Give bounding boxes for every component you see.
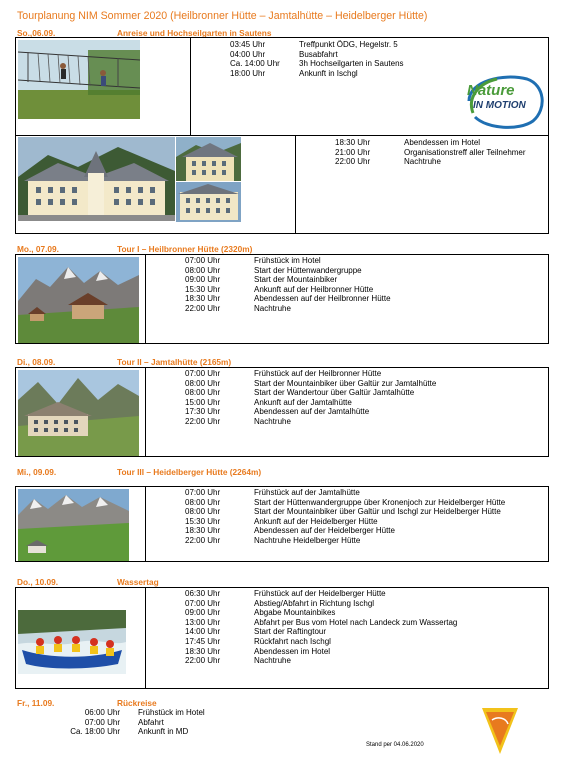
schedule-row: 15:30 Uhr Ankunft auf der Heilbronner Hütte — [185, 284, 374, 294]
schedule-row: 22:00 Uhr Nachtruhe — [185, 303, 291, 313]
day-box — [15, 254, 549, 344]
schedule-row: 03:45 Uhr Treffpunkt ÖDG, Hegelstr. 5 — [230, 40, 398, 49]
day-header — [17, 467, 262, 477]
day-box — [15, 37, 549, 234]
day-header — [17, 577, 159, 587]
day-tour: Tour I – Heilbronner Hütte (2320m) — [117, 244, 253, 254]
day-header — [17, 357, 232, 367]
day-date: Di., 08.09. — [17, 357, 56, 367]
nim-badge-logo — [478, 702, 522, 756]
schedule-row: 06:30 Uhr Frühstück auf der Heidelberger Hütte — [185, 589, 386, 598]
schedule — [185, 369, 436, 427]
schedule-row: 18:00 Uhr Ankunft in Ischgl — [230, 68, 358, 78]
day-box — [15, 367, 549, 457]
schedule-row: 13:00 Uhr Abfahrt per Bus vom Hotel nach Landeck zum Wassertag — [185, 617, 458, 627]
schedule-row: 08:00 Uhr Start der Hüttenwandergruppe über Kronenjoch zur Heidelberger Hütte — [185, 497, 506, 507]
schedule-row: 18:30 Uhr Abendessen auf der Heilbronner Hütte — [185, 294, 391, 304]
jamtalhuette-photo — [18, 370, 139, 456]
stand-date: Stand per 04.06.2020 — [366, 742, 424, 748]
schedule-row: 07:00 Uhr Frühstück auf der Heilbronner Hütte — [185, 369, 382, 378]
schedule-row: 09:00 Uhr Start der Mountainbiker — [185, 275, 338, 285]
day-date: Do., 10.09. — [17, 577, 59, 587]
hotel-photo-3 — [176, 182, 241, 222]
day-date: Mo., 07.09. — [17, 244, 59, 254]
page-title: Tourplanung NIM Sommer 2020 (Heilbronner Hütte – Jamtalhütte – Heidelberger Hütte) — [17, 10, 428, 22]
hotel-photo-2 — [176, 137, 241, 181]
day-tour: Anreise und Hochseilgarten in Sautens — [117, 28, 272, 38]
day-tour: Rückreise — [117, 698, 157, 708]
day-tour: Tour II – Jamtalhütte (2165m) — [117, 357, 232, 367]
schedule-row: 22:00 Uhr Nachtruhe — [185, 416, 291, 426]
schedule-row: 07:00 Uhr Frühstück im Hotel — [185, 256, 321, 265]
schedule-row: 15:30 Uhr Ankunft auf der Heidelberger Hütte — [185, 516, 378, 526]
logo-text-motion: IN MOTION — [473, 100, 526, 111]
schedule-row: 18:30 Uhr Abendessen im Hotel — [185, 646, 331, 656]
schedule-row: 08:00 Uhr Start der Hüttenwandergruppe — [185, 265, 362, 275]
schedule-row: 08:00 Uhr Start der Mountainbiker über Galtür zur Jamtalhütte — [185, 378, 437, 388]
heidelberger-huette-photo — [18, 489, 129, 561]
heilbronner-huette-photo — [18, 257, 139, 343]
hotel-photo — [18, 137, 175, 221]
day-tour: Wassertag — [117, 577, 159, 587]
schedule-row: 15:00 Uhr Ankunft auf der Jamtalhütte — [185, 397, 352, 407]
schedule-row: 14:00 Uhr Start der Raftingtour — [185, 627, 327, 637]
schedule-row: 07:00 Uhr Abfahrt — [84, 717, 164, 727]
schedule-row: 22:00 Uhr Nachtruhe — [335, 157, 441, 167]
day-tour: Tour III – Heidelberger Hütte (2264m) — [117, 467, 262, 477]
schedule-row: 06:00 Uhr Frühstück im Hotel — [84, 708, 205, 717]
schedule-row: 22:00 Uhr Nachtruhe — [185, 656, 291, 666]
schedule-row: 08:00 Uhr Start der Wandertour über Galtür Jamtalhütte — [185, 388, 415, 398]
schedule-row: 18:30 Uhr Abendessen im Hotel — [335, 138, 481, 147]
day-header — [17, 698, 157, 708]
schedule-row: 21:00 Uhr Organisationstreff aller Teilnehmer — [335, 147, 526, 157]
schedule-row: 17:45 Uhr Rückfahrt nach Ischgl — [185, 636, 331, 646]
schedule-row: 04:00 Uhr Busabfahrt — [230, 49, 338, 59]
schedule — [335, 138, 526, 167]
schedule-row: 08:00 Uhr Start der Mountainbiker über Galtür und Ischgl zur Heidelberger Hütte — [185, 507, 501, 517]
schedule — [230, 40, 404, 78]
schedule — [185, 589, 457, 666]
nature-in-motion-logo — [463, 73, 547, 129]
rafting-photo — [18, 610, 126, 674]
schedule-row: 09:00 Uhr Abgabe Mountainbikes — [185, 608, 336, 618]
schedule-row: Ca. 14:00 Uhr 3h Hochseilgarten in Sautens — [230, 59, 404, 69]
schedule — [52, 708, 205, 737]
schedule-row: 18:30 Uhr Abendessen auf der Heidelberger Hütte — [185, 526, 395, 536]
schedule-row: Ca. 18:00 Uhr Ankunft in MD — [70, 727, 189, 737]
day-date: So.,06.09. — [17, 28, 56, 38]
logo-text-nature: Nature — [467, 82, 515, 99]
schedule-row: 07:00 Uhr Abstieg/Abfahrt in Richtung Ischgl — [185, 598, 375, 608]
schedule — [185, 256, 391, 314]
day-box — [15, 587, 549, 689]
ropes-course-photo — [18, 40, 140, 119]
schedule-row: 17:30 Uhr Abendessen auf der Jamtalhütte — [185, 407, 370, 417]
day-date: Mi., 09.09. — [17, 467, 57, 477]
day-date: Fr., 11.09. — [17, 698, 55, 708]
schedule — [185, 488, 505, 546]
day-box — [15, 486, 549, 562]
schedule-row: 22:00 Uhr Nachtruhe Heidelberger Hütte — [185, 535, 361, 545]
schedule-row: 07:00 Uhr Frühstück auf der Jamtalhütte — [185, 488, 360, 497]
day-header — [17, 244, 253, 254]
